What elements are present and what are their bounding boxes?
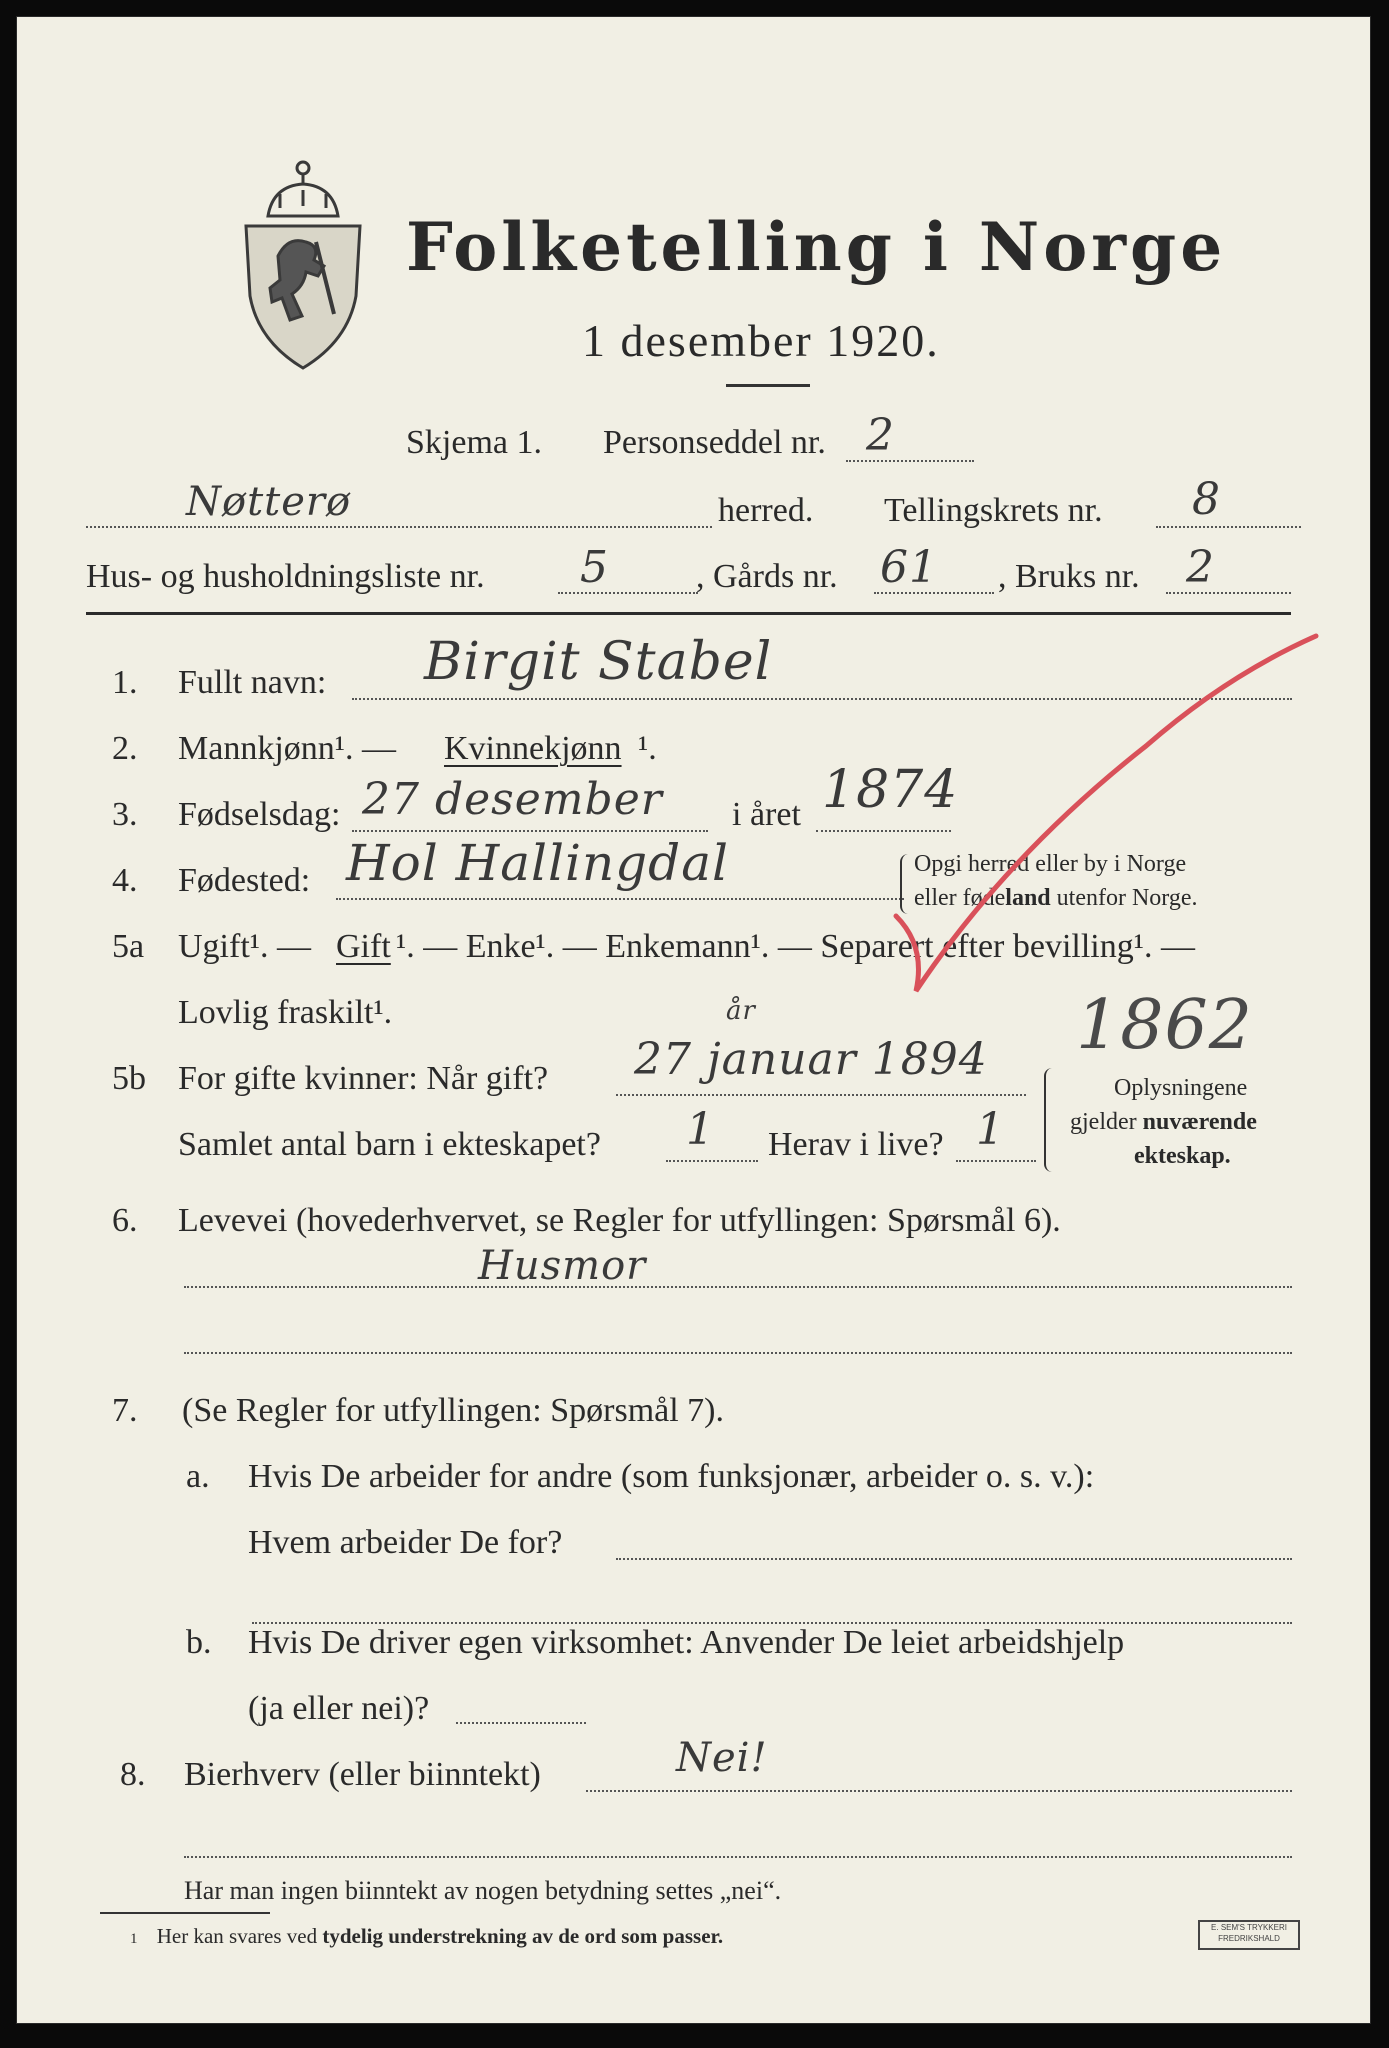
bruks-line — [1166, 592, 1291, 594]
q4-line — [336, 898, 904, 900]
printer-line2: FREDRIKSHALD — [1218, 1934, 1280, 1943]
q5b-line — [616, 1094, 1026, 1096]
footnote-text-b: tydelig understrekning av de ord som passer. — [322, 1924, 724, 1948]
q5a-line2: Lovlig fraskilt¹. — [178, 994, 393, 1031]
q3-number: 3. — [112, 796, 138, 833]
q7b-letter: b. — [186, 1624, 212, 1661]
q7-label: (Se Regler for utfyllingen: Spørsmål 7). — [182, 1392, 725, 1429]
personseddel-label: Personseddel nr. — [603, 424, 826, 461]
q2-kvinne-underlined: Kvinnekjønn — [444, 730, 622, 767]
q7a-letter: a. — [186, 1458, 210, 1495]
q6-value: Husmor — [478, 1243, 647, 1289]
herred-value: Nøtterø — [186, 479, 352, 525]
q7a-label2: Hvem arbeider De for? — [248, 1524, 563, 1561]
q5b-children-value: 1 — [686, 1104, 715, 1155]
hus-label: Hus- og husholdningsliste nr. — [86, 558, 485, 595]
q4-value: Hol Hallingdal — [346, 834, 729, 892]
q6-line2 — [184, 1352, 1292, 1354]
footer-note: Har man ingen biinntekt av nogen betydning settes „nei“. — [184, 1876, 782, 1905]
q5b-margin-year: 1862 — [1076, 986, 1254, 1065]
q1-label: Fullt navn: — [178, 664, 327, 701]
q8-line2 — [184, 1856, 1292, 1858]
q5b-note-line2 — [1070, 1110, 1257, 1134]
q4-number: 4. — [112, 862, 138, 899]
q5a-ugift: Ugift¹. — — [178, 928, 311, 965]
q7b-label: Hvis De driver egen virksomhet: Anvender De leiet arbeidshjelp — [248, 1624, 1125, 1661]
footnote-divider — [100, 1912, 270, 1914]
q5b-note-line3: ekteskap. — [1134, 1143, 1231, 1169]
q2-mann: Mannkjønn¹. — — [178, 730, 396, 767]
q6-line1 — [184, 1286, 1292, 1288]
q4-note-c: utenfor Norge. — [1050, 885, 1198, 911]
q5b-children-label: Samlet antal barn i ekteskapet? — [178, 1126, 601, 1163]
q5b-value: 27 januar 1894 — [634, 1034, 988, 1085]
q5b-children-line — [666, 1160, 758, 1162]
census-form — [16, 16, 1371, 2024]
personseddel-value: 2 — [866, 410, 895, 461]
q5b-correction: år — [726, 996, 756, 1026]
herred-line — [86, 526, 712, 528]
q7a-label: Hvis De arbeider for andre (som funksjonær, arbeider o. s. v.): — [248, 1458, 1095, 1495]
q1-value: Birgit Stabel — [424, 632, 773, 692]
q7b-label2: (ja eller nei)? — [248, 1690, 430, 1727]
q2-sup: ¹. — [638, 730, 657, 767]
q6-label: Levevei (hovederhvervet, se Regler for utfyllingen: Spørsmål 6). — [178, 1202, 1061, 1239]
q5b-note-line1: Oplysningene — [1114, 1075, 1248, 1101]
q5b-alive-line — [956, 1160, 1036, 1162]
printer-line1: E. SEM'S TRYKKERI — [1211, 1923, 1287, 1932]
hus-line — [558, 592, 698, 594]
q5a-gift-underlined: Gift — [336, 928, 391, 965]
q3-year-value: 1874 — [822, 760, 959, 820]
footnote — [130, 1924, 724, 1948]
q5b-brace — [1044, 1068, 1056, 1172]
q4-note-line1: Opgi herred eller by i Norge — [914, 851, 1187, 877]
q8-number: 8. — [120, 1756, 146, 1793]
q5b-label: For gifte kvinner: Når gift? — [178, 1060, 549, 1097]
q4-note-a: eller føde — [914, 885, 1006, 911]
q6-number: 6. — [112, 1202, 138, 1239]
q3-year-label: i året — [732, 796, 801, 833]
bruks-value: 2 — [1186, 542, 1215, 593]
bruks-label: , Bruks nr. — [998, 558, 1140, 595]
footnote-text-a: Her kan svares ved — [156, 1924, 323, 1948]
form-date: 1 desember 1920. — [582, 315, 940, 366]
footnote-number: 1 — [130, 1931, 138, 1947]
q8-label: Bierhverv (eller biinntekt) — [184, 1756, 541, 1793]
gards-label: , Gårds nr. — [696, 558, 838, 595]
q7-number: 7. — [112, 1392, 138, 1429]
herred-label: herred. — [718, 492, 814, 529]
q8-line1 — [586, 1790, 1292, 1792]
schema-label: Skjema 1. — [406, 424, 542, 461]
red-check-mark — [886, 616, 1336, 1016]
krets-label: Tellingskrets nr. — [884, 492, 1103, 529]
hus-value: 5 — [580, 542, 609, 593]
q1-number: 1. — [112, 664, 138, 701]
q4-note-b: land — [1005, 885, 1051, 911]
q3-line — [352, 830, 708, 832]
q5b-note2-a: gjelder — [1070, 1109, 1143, 1135]
q5b-number: 5b — [112, 1060, 146, 1097]
printer-stamp — [1198, 1920, 1300, 1950]
krets-line — [1156, 526, 1301, 528]
q5b-alive-label: Herav i live? — [768, 1126, 944, 1163]
q5a-rest: ¹. — Enke¹. — Enkemann¹. — Separert efter bevilling¹. — — [396, 928, 1195, 965]
q7b-line — [456, 1722, 586, 1724]
q3-value: 27 desember — [362, 774, 663, 825]
q2-number: 2. — [112, 730, 138, 767]
q8-value: Nei! — [676, 1735, 768, 1781]
krets-value: 8 — [1192, 474, 1221, 525]
title-divider — [726, 384, 810, 387]
q5a-number: 5a — [112, 928, 145, 965]
q5b-alive-value: 1 — [976, 1104, 1005, 1155]
q3-label: Fødselsdag: — [178, 796, 341, 833]
norwegian-coat-of-arms-icon — [238, 146, 368, 371]
q7a-line1 — [616, 1558, 1292, 1560]
gards-value: 61 — [880, 542, 938, 593]
header-rule — [86, 612, 1291, 615]
q5b-note2-b: nuværende — [1142, 1109, 1257, 1135]
form-title: Folketelling i Norge — [406, 208, 1227, 286]
q4-label: Fødested: — [178, 862, 311, 899]
